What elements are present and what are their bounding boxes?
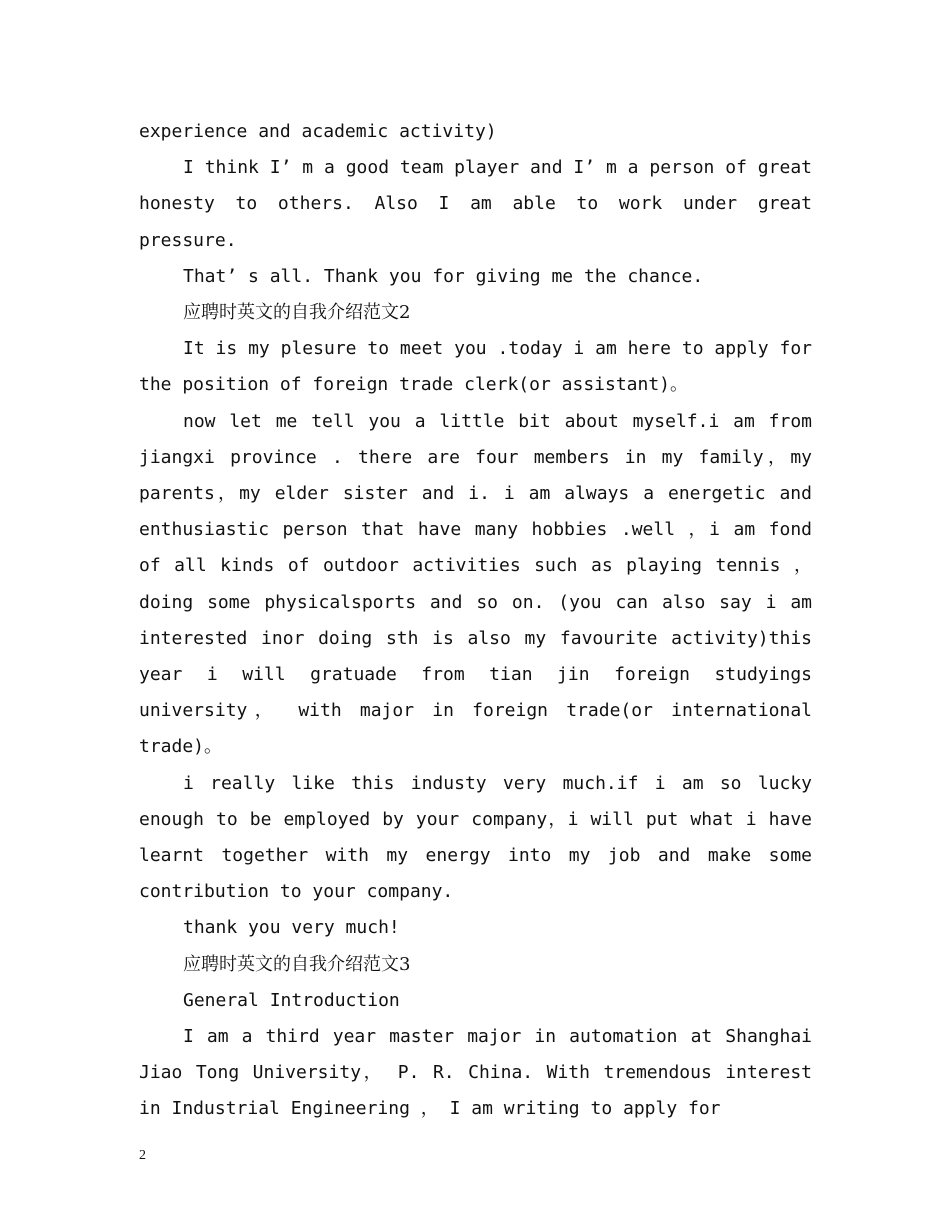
paragraph-2: I think I’ m a good team player and I’ m a person of great honesty to others. Also I am able to work under great pressure.: [139, 157, 812, 251]
paragraph-7: thank you very much!: [183, 917, 400, 939]
section-heading-3: 应聘时英文的自我介绍范文3: [183, 953, 411, 975]
paragraph-3: That’ s all. Thank you for giving me the chance.: [183, 265, 704, 287]
paragraph-9: I am a third year master major in automation at Shanghai Jiao Tong University， P. R. China. With tremendous interest in Industrial Engineering ， I am writing to apply for: [139, 1026, 812, 1120]
paragraph-8: General Introduction: [183, 989, 400, 1011]
page-content: [139, 114, 812, 1128]
paragraph-5: now let me tell you a little bit about myself.i am from jiangxi province . there are four members in my family，my parents，my elder sister and i. i am always a energetic and enthusiastic person that have many hobbies .well ，i am fond of all kinds of outdoor activities such as playing tennis ， doing some physicalsports and so on. (you can also say i am interested inor doing sth is also my favourite activity)this year i will gratuade from tian jin foreign studyings university， with major in foreign trade(or international trade)。: [139, 410, 812, 758]
section-heading-2: 应聘时英文的自我介绍范文2: [183, 302, 411, 324]
paragraph-4: It is my plesure to meet you .today i am here to apply for the position of foreign trade clerk(or assistant)。: [139, 338, 812, 396]
paragraph-6: i really like this industy very much.if i am so lucky enough to be employed by your company，i will put what i have learnt together with my energy into my job and make some contribution to your company.: [139, 772, 812, 903]
page-number: 2: [139, 1148, 146, 1163]
paragraph-1: experience and academic activity): [139, 121, 497, 142]
